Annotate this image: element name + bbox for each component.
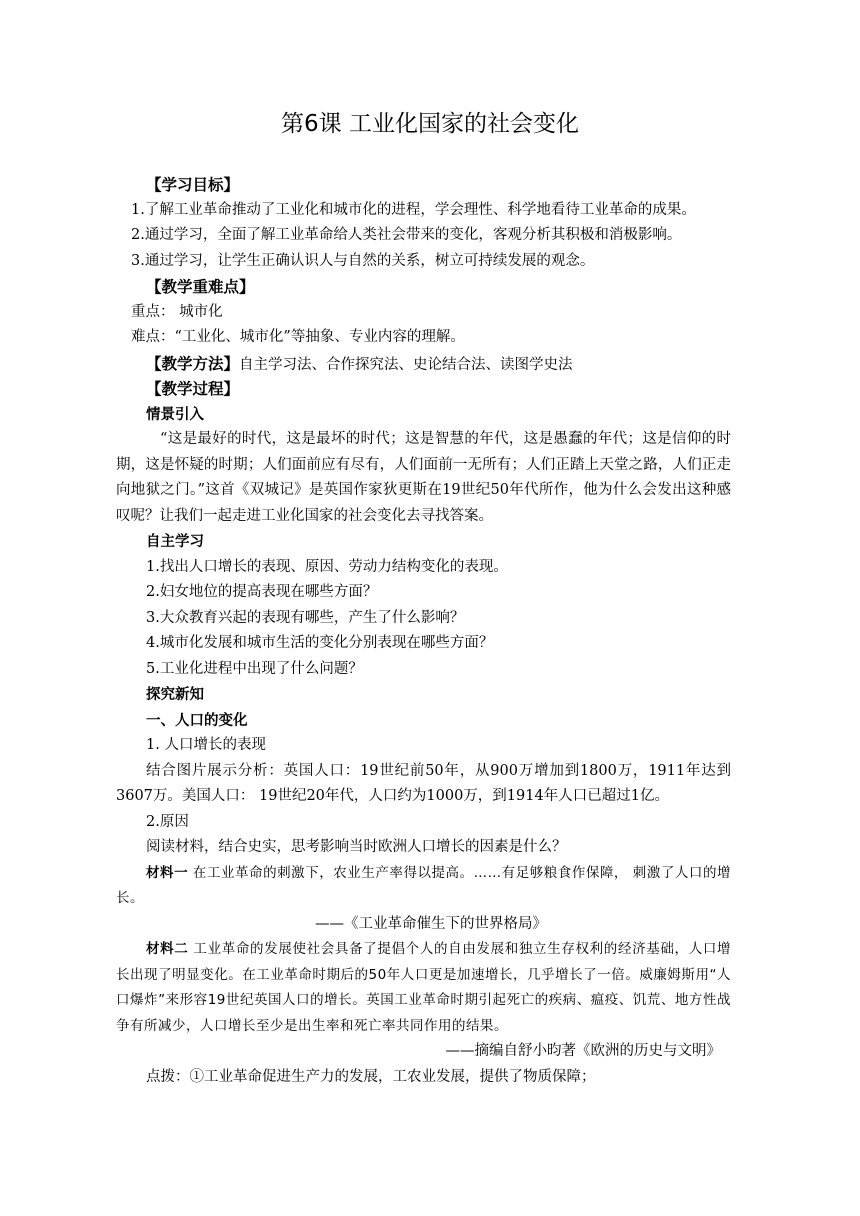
material-two-label: 材料二 <box>146 941 189 957</box>
self-study-item: 1.找出人口增长的表现、原因、劳动力结构变化的表现。 <box>146 558 508 575</box>
self-study-item: 3.大众教育兴起的表现有哪些，产生了什么影响？ <box>146 609 465 626</box>
method-text: 自主学习法、合作探究法、史论结合法、读图学史法 <box>239 356 573 373</box>
material-two <box>116 937 731 1039</box>
sub2-text: 阅读材料，结合史实，思考影响当时欧洲人口增长的因素是什么？ <box>146 839 567 855</box>
material-one <box>116 861 731 912</box>
self-study-item: 2.妇女地位的提高表现在哪些方面？ <box>146 584 378 600</box>
goal-item: 2.通过学习，全面了解工业革命给人类社会带来的变化，客观分析其积极和消极影响。 <box>131 227 682 243</box>
sub2-heading: 2.原因 <box>146 813 189 830</box>
difficulty-point: 难点：“工业化、城市化”等抽象、专业内容的理解。 <box>131 329 465 345</box>
hint-text: 点拨：①工业革命促进生产力的发展，工农业发展，提供了物质保障； <box>146 1068 596 1085</box>
document-body <box>116 172 732 1090</box>
part1-heading: 一、人口的变化 <box>146 711 248 729</box>
explore-heading: 探究新知 <box>146 686 204 703</box>
self-study-item: 4.城市化发展和城市生活的变化分别表现在哪些方面？ <box>146 635 494 651</box>
key-point: 重点： 城市化 <box>131 303 223 320</box>
material-two-text: 工业革命的发展使社会具备了提倡个人的自由发展和独立生存权利的经济基础，人口增长出现了明显变化。在工业革命时期后的50年人口更是加速增长，几乎增长了一倍。威廉姆斯用“人口爆炸”来形容19世纪英国人口的增长。英国工业革命时期引起死亡的疾病、瘟疫、饥荒、地方性战争有所减少，人口增长至少是出生率和死亡率共同作用的结果。 <box>116 941 732 1034</box>
page-title: 第6课 工业化国家的社会变化 <box>281 111 579 137</box>
intro-paragraph: “这是最好的时代，这是最坏的时代；这是智慧的年代，这是愚蠢的年代；这是信仰的时期，这是怀疑的时期；人们面前应有尽有，人们面前一无所有；人们正踏上天堂之路，人们正走向地狱之门。”这首《双城记》是英国作家狄更斯在19世纪50年代所作，他为什么会发出这种感叹呢？让我们一起走进工业化国家的社会变化去寻找答案。 <box>116 431 731 524</box>
material-two-source: ——摘编自舒小昀著《欧洲的历史与文明》 <box>445 1043 721 1059</box>
material-one-source: ——《工业革命催生下的世界格局》 <box>315 915 547 932</box>
sub1-heading: 1. 人口增长的表现 <box>146 737 266 753</box>
process-heading: 【教学过程】 <box>146 379 240 398</box>
goal-item: 3.通过学习，让学生正确认识人与自然的关系，树立可持续发展的观念。 <box>131 252 595 269</box>
goal-item: 1.了解工业革命推动了工业化和城市化的进程，学会理性、科学地看待工业革命的成果。 <box>131 201 696 218</box>
intro-heading: 情景引入 <box>146 405 204 423</box>
goals-heading: 【学习目标】 <box>146 175 240 194</box>
material-one-label: 材料一 <box>146 864 189 881</box>
method-line <box>131 351 731 377</box>
self-study-item: 5.工业化进程中出现了什么问题？ <box>146 660 363 677</box>
self-study-heading: 自主学习 <box>146 533 204 550</box>
material-one-text: 在工业革命的刺激下，农业生产率得以提高。……有足够粮食作保障， 刺激了人口的增长。 <box>116 864 731 906</box>
sub1-paragraph: 结合图片展示分析：英国人口：19世纪前50年，从900万增加到1800万，1911年达到3607万。美国人口： 19世纪20年代，人口约为1000万，到1914年人口已超过1亿。 <box>116 762 731 804</box>
method-heading: 【教学方法】 <box>146 353 240 373</box>
key-heading: 【教学重难点】 <box>146 277 255 296</box>
